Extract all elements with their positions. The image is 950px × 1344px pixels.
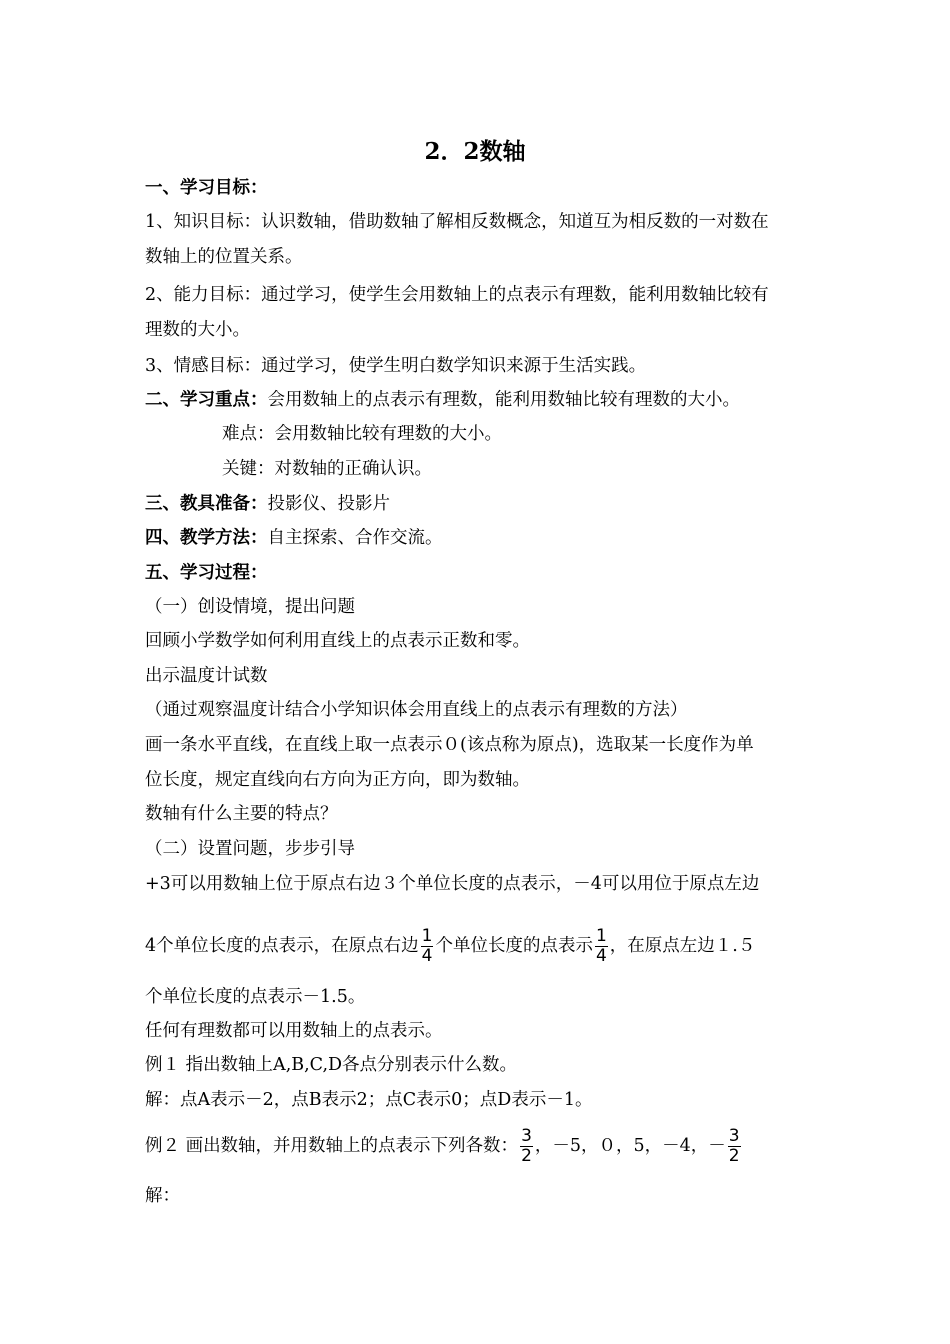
- example-2: [145, 1124, 743, 1168]
- subsection-2-title: （二）设置问题，步步引导: [145, 839, 355, 859]
- section-3-line: [145, 492, 390, 516]
- fraction-denominator: 2: [728, 1146, 740, 1166]
- examples-text-b: 个单位长度的点表示: [435, 936, 593, 956]
- examples-text-a: 4个单位长度的点表示，在原点右边: [145, 936, 419, 956]
- fraction-numerator: 3: [521, 1126, 532, 1146]
- fraction-denominator: 4: [421, 946, 433, 966]
- fraction-denominator: 4: [595, 946, 607, 966]
- section-3-heading: 三、教具准备：: [145, 494, 268, 514]
- fraction-three-halves: [520, 1127, 533, 1166]
- example-2-text-a: 例２ 画出数轴，并用数轴上的点表示下列各数：: [145, 1136, 519, 1156]
- section-2-text: 会用数轴上的点表示有理数，能利用数轴比较有理数的大小。: [267, 390, 740, 410]
- fraction-numerator: 1: [595, 926, 607, 946]
- fraction-numerator: 1: [421, 926, 433, 946]
- section-3-text: 投影仪、投影片: [267, 494, 390, 514]
- objective-emotion-line: 3、情感目标：通过学习，使学生明白数学知识来源于生活实践。: [145, 356, 647, 376]
- key-line: 关键：对数轴的正确认识。: [222, 459, 432, 479]
- example-2-solution: 解：: [145, 1186, 180, 1206]
- section-4-heading: 四、教学方法：: [145, 528, 268, 548]
- paragraph-observe: （通过观察温度计结合小学知识体会用直线上的点表示有理数的方法）: [145, 700, 688, 720]
- paragraph-review: 回顾小学数学如何利用直线上的点表示正数和零。: [145, 631, 530, 651]
- paragraph-examples-line-2: [145, 924, 755, 968]
- page-title: 2．2数轴: [424, 138, 526, 165]
- fraction-numerator: 3: [728, 1126, 740, 1146]
- paragraph-examples-line-1: +3可以用数轴上位于原点右边３个单位长度的点表示，－4可以用位于原点左边: [145, 874, 760, 894]
- difficulty-line: 难点：会用数轴比较有理数的大小。: [222, 424, 502, 444]
- example-2-text-b: ，－5，０，5，－4，－: [534, 1136, 726, 1156]
- subsection-1-title: （一）创设情境，提出问题: [145, 597, 355, 617]
- paragraph-examples-line-3: 个单位长度的点表示－1.5。: [145, 987, 366, 1007]
- objective-knowledge-line-1: 1、知识目标：认识数轴，借助数轴了解相反数概念，知道互为相反数的一对数在: [145, 212, 769, 232]
- paragraph-define-line-1: 画一条水平直线，在直线上取一点表示０(该点称为原点)，选取某一长度作为单: [145, 735, 754, 755]
- section-4-line: [145, 526, 443, 550]
- fraction-one-quarter: [421, 927, 434, 966]
- examples-text-c: ，在原点左边１.５: [609, 936, 756, 956]
- section-5-heading: 五、学习过程：: [145, 563, 268, 583]
- fraction-one-quarter-2: [595, 927, 608, 966]
- paragraph-question: 数轴有什么主要的特点？: [145, 804, 338, 824]
- fraction-three-halves-2: [728, 1127, 741, 1166]
- section-1-heading: 一、学习目标：: [145, 178, 268, 198]
- objective-ability-line-2: 理数的大小。: [145, 320, 250, 340]
- section-4-text: 自主探索、合作交流。: [267, 528, 443, 548]
- fraction-denominator: 2: [521, 1146, 532, 1166]
- section-2-heading: 二、学习重点：: [145, 390, 268, 410]
- objective-ability-line-1: 2、能力目标：通过学习，使学生会用数轴上的点表示有理数，能利用数轴比较有: [145, 285, 769, 305]
- example-1-solution: 解：点A表示－2，点B表示2；点C表示0；点D表示－1。: [145, 1090, 593, 1110]
- section-2-line: [145, 388, 740, 412]
- paragraph-any-rational: 任何有理数都可以用数轴上的点表示。: [145, 1021, 443, 1041]
- example-1: 例１ 指出数轴上A,B,C,D各点分别表示什么数。: [145, 1055, 518, 1075]
- objective-knowledge-line-2: 数轴上的位置关系。: [145, 247, 303, 267]
- paragraph-thermometer: 出示温度计试数: [145, 666, 268, 686]
- paragraph-define-line-2: 位长度，规定直线向右方向为正方向，即为数轴。: [145, 770, 530, 790]
